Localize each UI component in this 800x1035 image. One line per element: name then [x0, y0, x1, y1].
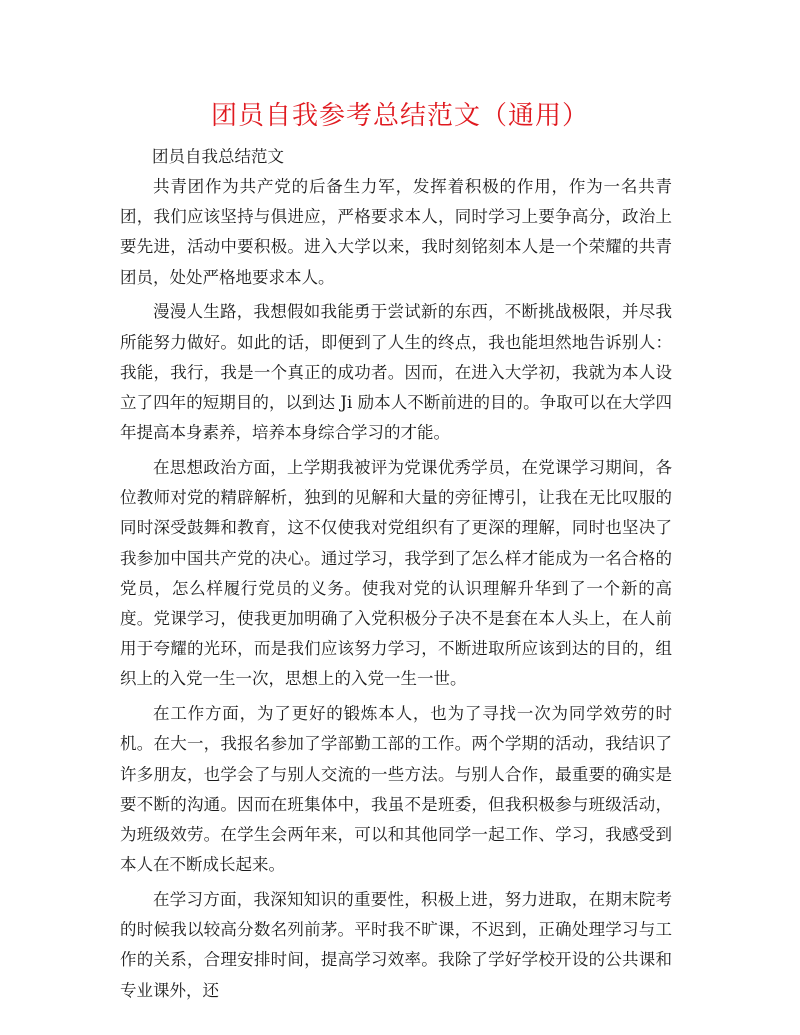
paragraph: 在思想政治方面，上学期我被评为党课优秀学员，在党课学习期间，各位教师对党的精辟解析，独到的见解和大量的旁征博引，让我在无比叹服的同时深受鼓舞和教育，这不仅使我对党组织有了更深的理解，同时也坚决了我参加中国共产党的决心。通过学习，我学到了怎么样才能成为一名合格的党员，怎么样履行党员的义务。使我对党的认识理解升华到了一个新的高度。党课学习，使我更加明确了入党积极分子决不是套在本人头上，在人前用于夸耀的光环，而是我们应该努力学习，不断进取所应该到达的目的，组织上的入党一生一次，思想上的入党一生一世。 [120, 458, 672, 689]
document-title: 团员自我参考总结范文（通用） [210, 101, 589, 131]
paragraph: 共青团作为共产党的后备生力军，发挥着积极的作用，作为一名共青团，我们应该坚持与俱进应，严格要求本人，同时学习上要争高分，政治上要先进，活动中要积极。进入大学以来，我时刻铭刻本人是一个荣耀的共青团员，处处严格地要求本人。 [120, 177, 672, 287]
paragraph: 在工作方面，为了更好的锻炼本人，也为了寻找一次为同学效劳的时机。在大一，我报名参加了学部勤工部的工作。两个学期的活动，我结识了许多朋友，也学会了与别人交流的一些方法。与别人合作，最重要的确实是要不断的沟通。因而在班集体中，我虽不是班委，但我积极参与班级活动，为班级效劳。在学生会两年来，可以和其他同学一起工作、学习，我感受到本人在不断成长起来。 [120, 704, 672, 875]
paragraph: 漫漫人生路，我想假如我能勇于尝试新的东西，不断挑战极限，并尽我所能努力做好。如此的话，即便到了人生的终点，我也能坦然地告诉别人：我能，我行，我是一个真正的成功者。因而，在进入大学初，我就为本人设立了四年的短期目的，以到达 Ji 励本人不断前进的目的。争取可以在大学四年提高本身素养，培养本身综合学习的才能。 [120, 302, 672, 443]
paragraph: 在学习方面，我深知知识的重要性，积极上进，努力进取，在期末院考的时候我以较高分数名列前茅。平时我不旷课，不迟到，正确处理学习与工作的关系，合理安排时间，提高学习效率。我除了学好学校开设的公共课和专业课外，还 [120, 890, 672, 1000]
document-body [120, 172, 672, 1010]
document-subtitle: 团员自我总结范文 [152, 147, 284, 166]
